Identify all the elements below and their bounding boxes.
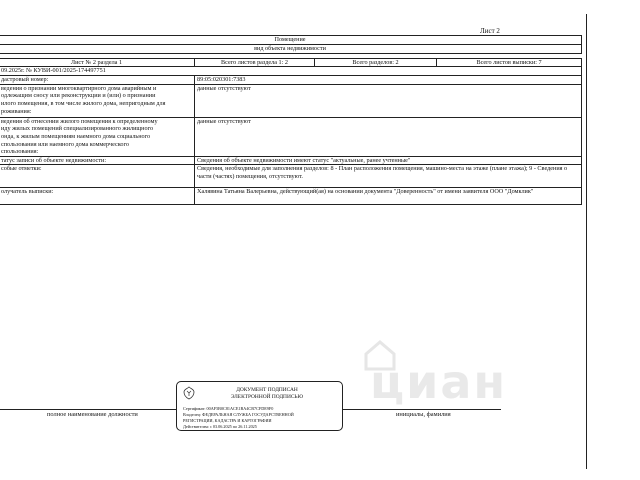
extract-table — [0, 35, 582, 205]
watermark-logo: циан — [370, 355, 508, 409]
sections-total: Всего разделов: 2 — [315, 58, 437, 67]
page-border-right — [586, 14, 587, 469]
row-value-recipient: Халявина Татьяна Валерьевна, действующий(ая) на основании документа "Доверенность" от имени заявителя ООО "Домклик" — [195, 188, 582, 205]
stamp-owner-continued: РЕГИСТРАЦИИ, КАДАСТРА И КАРТОГРАФИИ — [183, 418, 272, 423]
sheets-total: Всего листов выписки: 7 — [437, 58, 582, 67]
row-label-status: татус записи об объекте недвижимости: — [0, 156, 195, 165]
object-type-title: Помещение — [0, 36, 582, 45]
row-value-special-notes: Сведения, необходимые для заполнения разделов: 8 - План расположения помещения, машино-места на этаже (плане этажа); 9 - Сведения о части (частях) помещения, отсутствуют. — [195, 165, 582, 188]
row-value-cadastral: 89:05:020301:7383 — [195, 76, 582, 85]
row-value-emergency: данные отсутствуют — [195, 84, 582, 117]
row-label-cadastral: дастровый номер: — [0, 76, 195, 85]
sheet-number: Лист № 2 раздела 1 — [0, 58, 195, 67]
row-label-specialized: ведения об отнесении жилого помещения к определенному иду жилых помещений специализированного жилищного онда, к жилым помещениям наемного дома социального спользования или наемного дома коммерческого спользования: — [0, 117, 195, 156]
stamp-validity: Действителен: с 03.06.2025 по 26.11.2025 — [183, 424, 257, 429]
stamp-certificate: Сертификат: 00AF5B0C81ACE1BA4CB7CFDE9F0 — [183, 406, 274, 411]
electronic-signature-stamp — [176, 381, 343, 431]
signature-position-line — [0, 409, 180, 410]
stamp-owner: Владелец: ФЕДЕРАЛЬНАЯ СЛУЖБА ГОСУДАРСТВЕННОЙ — [183, 412, 294, 417]
row-label-special-notes: собые отметки: — [0, 165, 195, 188]
extract-date-number: 09.2025г. № КУВИ-001/2025-174497751 — [0, 67, 582, 76]
row-label-emergency: ведения о признании многоквартирного дома аварийным и одлежащим сносу или реконструкции и (или) о признании илого помещения, в том числе жилого дома, непригодным для роживания: — [0, 84, 195, 117]
row-label-recipient: олучатель выписки: — [0, 188, 195, 205]
row-value-status: Сведения об объекте недвижимости имеют статус "актуальные, ранее учтенные" — [195, 156, 582, 165]
sheet-label: Лист 2 — [480, 27, 500, 35]
emblem-icon — [182, 386, 196, 400]
signature-initials-caption: инициалы, фамилия — [396, 411, 451, 418]
signature-position-caption: полное наименование должности — [47, 411, 138, 418]
stamp-title: ДОКУМЕНТ ПОДПИСАН ЭЛЕКТРОННОЙ ПОДПИСЬЮ — [230, 387, 304, 400]
signature-initials-line — [343, 409, 501, 410]
sheets-in-section: Всего листов раздела 1: 2 — [195, 58, 315, 67]
object-type-subtitle: вид объекта недвижимости — [0, 44, 582, 53]
row-value-specialized: данные отсутствуют — [195, 117, 582, 156]
